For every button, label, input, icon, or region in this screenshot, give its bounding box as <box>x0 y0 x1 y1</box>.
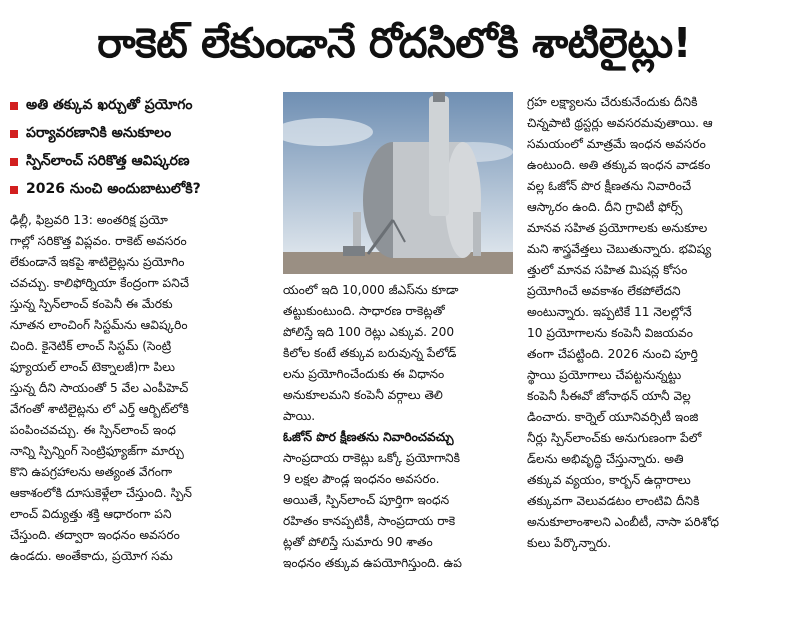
article-line: మని శాస్త్రవేత్తలు చెబుతున్నారు. భవిష్య <box>527 242 712 256</box>
article-column-3 <box>527 92 782 614</box>
article-line: అయితే, స్పిన్‌లాంచ్ పూర్తిగా ఇంధన <box>283 493 450 507</box>
article-column-1 <box>10 210 278 614</box>
red-square-bullet-icon <box>10 130 18 138</box>
highlight-item <box>10 176 275 204</box>
article-line: 9 లక్షల పౌండ్ల ఇంధనం అవసరం. <box>283 472 440 486</box>
red-square-bullet-icon <box>10 158 18 166</box>
highlight-text: పర్యావరణానికి అనుకూలం <box>26 124 172 141</box>
article-line: పంపించవచ్చు. ఈ స్పిన్‌లాంచ్ ఇంధ <box>10 423 176 437</box>
article-line: మానవ సహిత ప్రయోగాలకు అనుకూల <box>527 221 708 235</box>
article-line: నీర్లు స్పిన్‌లాంచ్‌కు అనుగుణంగా పేలో <box>527 431 702 445</box>
red-square-bullet-icon <box>10 186 18 194</box>
section-subhead: ఓజోన్ పొర క్షీణతను నివారించవచ్చు <box>283 430 454 444</box>
article-line: కిలోల కంటే తక్కువ బరువున్న పేలోడ్ <box>283 346 457 360</box>
article-line: డించారు. కార్నెల్ యూనివర్సిటీ ఇంజి <box>527 410 699 424</box>
article-line: అంటున్నారు. ఇప్పటికే 11 నెలల్లోనే <box>527 305 692 319</box>
article-line: ఉంటుంది. అతి తక్కువ ఇంధన వాడకం <box>527 158 711 172</box>
article-line: సమయంలో మాత్రమే ఇంధన అవసరం <box>527 137 706 151</box>
highlight-text: 2026 నుంచి అందుబాటులోకి? <box>26 180 201 197</box>
headline: రాకెట్ లేకుండానే రోదసిలోకి శాటిలైట్లు! <box>97 19 691 67</box>
article-line: ఆకాశంలోకి దూసుకెళ్లేలా చేస్తుంది. స్పిన్ <box>10 486 192 500</box>
article-line: డ్‌లను అభివృద్ధి చేస్తున్నారు. అతి <box>527 452 684 466</box>
article-line: త్తులో మానవ సహిత మిషన్ల కోసం <box>527 263 688 277</box>
article-line: వల్ల ఓజోన్ పొర క్షీణతను నివారించే <box>527 179 692 193</box>
article-line: అనుకూలాంశాలని ఎంబీటీ, నాసా పరిశోధ <box>527 515 719 529</box>
article-line: వేగంతో శాటిలైట్లను లో ఎర్త్ ఆర్బిట్‌లోకి <box>10 402 189 416</box>
highlight-item <box>10 92 275 120</box>
highlight-text: అతి తక్కువ ఖర్చుతో ప్రయోగం <box>26 96 193 113</box>
article-line: ఆస్కారం ఉంది. దీని గ్రావిటీ ఫోర్స్ <box>527 200 683 214</box>
article-line: ట్లతో పోలిస్తే సుమారు 90 శాతం <box>283 535 433 549</box>
red-square-bullet-icon <box>10 102 18 110</box>
article-line: నూతన లాంచింగ్ సిస్టమ్‌ను ఆవిష్కరిం <box>10 318 188 332</box>
article-line: స్థాయి ప్రయోగాలు చేపట్టనున్నట్టు <box>527 368 682 382</box>
article-line: ప్రయోగించే అవకాశం లేకపోలేదని <box>527 284 681 298</box>
article-line: పాయి. <box>283 409 316 423</box>
article-line: కులు పేర్కొన్నారు. <box>527 536 612 550</box>
article-line: చేస్తుంది. తద్వారా ఇంధనం అవసరం <box>10 528 180 542</box>
article-column-2 <box>283 280 515 614</box>
article-line: 10 ప్రయోగాలను కంపెనీ విజయవం <box>527 326 693 340</box>
article-line: స్తున్న స్పిన్‌లాంచ్ కంపెనీ ఈ మేరకు <box>10 297 173 311</box>
article-line: లను ప్రయోగించేందుకు ఈ విధానం <box>283 367 445 381</box>
article-line: చవచ్చు. కాలిఫోర్నియా కేంద్రంగా పనిచే <box>10 276 190 290</box>
article-line: పోలిస్తే ఇది 100 రెట్లు ఎక్కువ. 200 <box>283 325 455 339</box>
article-line: గ్రహ లక్ష్యాలను చేరుకునేందుకు దీనికి <box>527 95 698 109</box>
article-line: ఫ్యూయల్ లాంచ్ టెక్నాలజీ)గా పిలు <box>10 360 176 374</box>
launcher-illustration <box>283 92 513 274</box>
article-line: లాంచ్ విద్యుత్తు శక్తి ఆధారంగా పని <box>10 507 172 521</box>
article-line: గాల్లో సరికొత్త విప్లవం. రాకెట్ అవసరం <box>10 234 187 248</box>
article-line: యంలో ఇది 10,000 జీఎస్‌ను కూడా <box>283 283 459 297</box>
article-line: తక్కువగా వెలువడటం లాంటివి దీనికి <box>527 494 700 508</box>
article-line: సాంప్రదాయ రాకెట్లు ఒక్కో ప్రయోగానికి <box>283 451 460 465</box>
article-line: తక్కువ వ్యయం, కార్బన్ ఉద్గారాలు <box>527 473 691 487</box>
article-line: తట్టుకుంటుంది. సాధారణ రాకెట్లతో <box>283 304 445 318</box>
article-line: లేకుండానే ఇకపై శాటిలైట్లను ప్రయోగిం <box>10 255 185 269</box>
article-line: ఢిల్లీ, ఫిబ్రవరి 13: అంతరిక్ష ప్రయో <box>10 213 168 227</box>
article-line: రహితం కానప్పటికీ, సాంప్రదాయ రాకె <box>283 514 456 528</box>
article-line: స్తున్న దీని సాయంతో 5 వేల ఎంపీహెచ్ <box>10 381 189 395</box>
article-line: చిన్నపాటి థ్రస్టర్లు అవసరమవుతాయి. ఆ <box>527 116 713 130</box>
highlight-item <box>10 120 275 148</box>
article-line: నాన్ని స్పిన్నింగ్ సెంట్రిఫ్యూజ్‌గా మార్చు <box>10 444 184 458</box>
article-line: కొని ఉపగ్రహాలను అత్యంత వేగంగా <box>10 465 173 479</box>
article-line: ఉండదు. అంతేకాదు, ప్రయోగ సమ <box>10 549 173 563</box>
satellite-launcher-photo <box>283 92 513 274</box>
article-line: అనుకూలమని కంపెనీ వర్గాలు తెలి <box>283 388 443 402</box>
highlight-text: స్పిన్‌లాంచ్ సరికొత్త ఆవిష్కరణ <box>26 152 190 169</box>
article-line: ఇంధనం తక్కువ ఉపయోగిస్తుంది. ఉప <box>283 556 462 570</box>
highlight-item <box>10 148 275 176</box>
article-line: తంగా చేపట్టింది. 2026 నుంచి పూర్తి <box>527 347 698 361</box>
highlights-list <box>10 92 275 204</box>
article-line: కంపెనీ సీఈవో జోనాథన్ యానీ వెల్ల <box>527 389 691 403</box>
article-line: చింది. కైనెటిక్ లాంచ్ సిస్టమ్ (సెంట్రి <box>10 339 172 353</box>
